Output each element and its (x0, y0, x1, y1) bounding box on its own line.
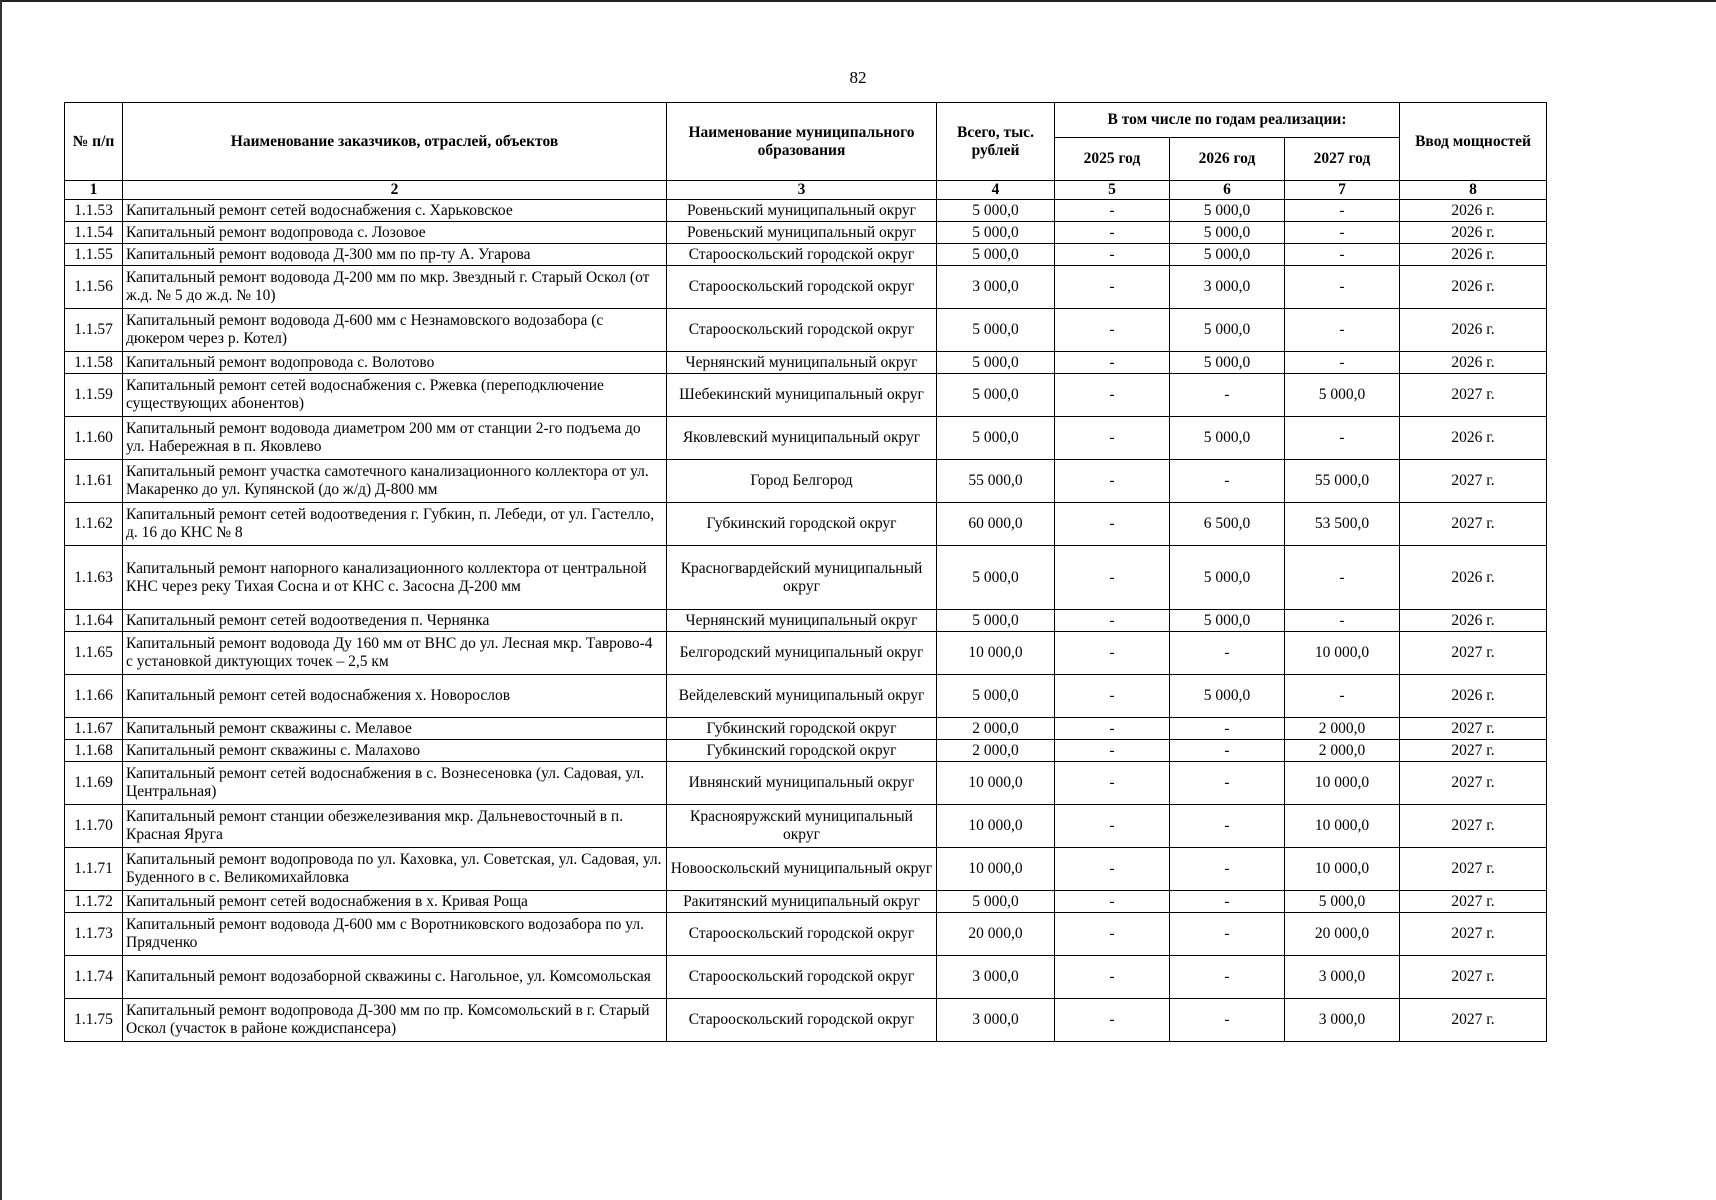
row-total: 5 000,0 (937, 546, 1055, 610)
row-total: 2 000,0 (937, 740, 1055, 762)
table-row (65, 546, 1547, 610)
row-total: 3 000,0 (937, 266, 1055, 309)
row-num: 1.1.54 (65, 222, 123, 244)
row-total: 5 000,0 (937, 352, 1055, 374)
row-num: 1.1.60 (65, 417, 123, 460)
row-total: 10 000,0 (937, 632, 1055, 675)
row-municipality: Чернянский муниципальный округ (667, 352, 937, 374)
row-num: 1.1.71 (65, 848, 123, 891)
row-2027: - (1285, 244, 1400, 266)
row-2026: - (1170, 374, 1285, 417)
row-total: 5 000,0 (937, 610, 1055, 632)
row-object-name: Капитальный ремонт водовода Д-300 мм по пр-ту А. Угарова (123, 244, 667, 266)
row-2025: - (1055, 244, 1170, 266)
column-number: 8 (1400, 181, 1547, 200)
row-2027: - (1285, 266, 1400, 309)
column-number: 3 (667, 181, 937, 200)
row-2025: - (1055, 200, 1170, 222)
row-object-name: Капитальный ремонт сетей водоснабжения х. Новорослов (123, 675, 667, 718)
row-object-name: Капитальный ремонт сетей водоснабжения в х. Кривая Роща (123, 891, 667, 913)
row-num: 1.1.62 (65, 503, 123, 546)
row-2026: - (1170, 913, 1285, 956)
row-total: 5 000,0 (937, 675, 1055, 718)
row-2026: - (1170, 848, 1285, 891)
page-left-edge (0, 0, 2, 1200)
row-2025: - (1055, 352, 1170, 374)
row-2026: 5 000,0 (1170, 309, 1285, 352)
row-2026: 5 000,0 (1170, 352, 1285, 374)
header-2025: 2025 год (1055, 138, 1170, 181)
row-total: 10 000,0 (937, 848, 1055, 891)
row-2026: - (1170, 762, 1285, 805)
row-2026: 6 500,0 (1170, 503, 1285, 546)
row-municipality: Краснояружский муниципальный округ (667, 805, 937, 848)
row-municipality: Город Белгород (667, 460, 937, 503)
row-2025: - (1055, 675, 1170, 718)
row-object-name: Капитальный ремонт сетей водоснабжения с. Харьковское (123, 200, 667, 222)
row-total: 5 000,0 (937, 200, 1055, 222)
row-capacity: 2026 г. (1400, 200, 1547, 222)
row-total: 10 000,0 (937, 762, 1055, 805)
row-2025: - (1055, 718, 1170, 740)
row-2027: - (1285, 610, 1400, 632)
row-object-name: Капитальный ремонт водовода диаметром 200 мм от станции 2-го подъема до ул. Набережная в п. Яковлево (123, 417, 667, 460)
row-object-name: Капитальный ремонт водопровода по ул. Каховка, ул. Советская, ул. Садовая, ул. Буденного в с. Великомихайловка (123, 848, 667, 891)
header-2026: 2026 год (1170, 138, 1285, 181)
row-object-name: Капитальный ремонт скважины с. Малахово (123, 740, 667, 762)
row-municipality: Яковлевский муниципальный округ (667, 417, 937, 460)
row-municipality: Красногвардейский муниципальный округ (667, 546, 937, 610)
row-num: 1.1.57 (65, 309, 123, 352)
row-total: 5 000,0 (937, 891, 1055, 913)
row-municipality: Чернянский муниципальный округ (667, 610, 937, 632)
row-2026: - (1170, 805, 1285, 848)
table-row (65, 460, 1547, 503)
row-num: 1.1.66 (65, 675, 123, 718)
row-object-name: Капитальный ремонт водовода Д-600 мм с Незнамовского водозабора (с дюкером через р. Котел) (123, 309, 667, 352)
row-2027: 2 000,0 (1285, 718, 1400, 740)
row-municipality: Губкинский городской округ (667, 740, 937, 762)
row-2026: - (1170, 740, 1285, 762)
row-capacity: 2026 г. (1400, 417, 1547, 460)
row-municipality: Ивнянский муниципальный округ (667, 762, 937, 805)
row-2025: - (1055, 762, 1170, 805)
row-2027: - (1285, 546, 1400, 610)
header-total: Всего, тыс. рублей (937, 103, 1055, 181)
row-num: 1.1.72 (65, 891, 123, 913)
row-object-name: Капитальный ремонт водовода Д-600 мм с Воротниковского водозабора по ул. Прядченко (123, 913, 667, 956)
row-object-name: Капитальный ремонт станции обезжелезивания мкр. Дальневосточный в п. Красная Яруга (123, 805, 667, 848)
page-top-edge (0, 0, 1716, 2)
row-2026: 5 000,0 (1170, 610, 1285, 632)
row-2026: 5 000,0 (1170, 244, 1285, 266)
row-num: 1.1.67 (65, 718, 123, 740)
table-row (65, 374, 1547, 417)
header-2027: 2027 год (1285, 138, 1400, 181)
table-row (65, 352, 1547, 374)
row-municipality: Старооскольский городской округ (667, 913, 937, 956)
row-object-name: Капитальный ремонт водопровода с. Лозовое (123, 222, 667, 244)
row-2027: 5 000,0 (1285, 891, 1400, 913)
row-municipality: Губкинский городской округ (667, 718, 937, 740)
row-num: 1.1.56 (65, 266, 123, 309)
row-2026: 5 000,0 (1170, 675, 1285, 718)
row-total: 3 000,0 (937, 956, 1055, 999)
row-municipality: Старооскольский городской округ (667, 309, 937, 352)
row-municipality: Вейделевский муниципальный округ (667, 675, 937, 718)
row-2025: - (1055, 848, 1170, 891)
row-num: 1.1.63 (65, 546, 123, 610)
row-num: 1.1.53 (65, 200, 123, 222)
table-row (65, 762, 1547, 805)
row-2025: - (1055, 417, 1170, 460)
row-municipality: Старооскольский городской округ (667, 999, 937, 1042)
row-2025: - (1055, 610, 1170, 632)
row-2027: 10 000,0 (1285, 805, 1400, 848)
investment-plan-table (64, 102, 1547, 1042)
row-2025: - (1055, 740, 1170, 762)
row-municipality: Шебекинский муниципальный округ (667, 374, 937, 417)
row-2025: - (1055, 309, 1170, 352)
row-2027: 55 000,0 (1285, 460, 1400, 503)
row-capacity: 2026 г. (1400, 244, 1547, 266)
row-2025: - (1055, 266, 1170, 309)
row-municipality: Ровеньский муниципальный округ (667, 222, 937, 244)
row-2025: - (1055, 999, 1170, 1042)
row-capacity: 2027 г. (1400, 503, 1547, 546)
row-municipality: Старооскольский городской округ (667, 956, 937, 999)
row-2027: - (1285, 222, 1400, 244)
row-capacity: 2027 г. (1400, 460, 1547, 503)
row-num: 1.1.65 (65, 632, 123, 675)
row-object-name: Капитальный ремонт водопровода с. Волотово (123, 352, 667, 374)
table-row (65, 891, 1547, 913)
table-row (65, 417, 1547, 460)
row-2027: - (1285, 200, 1400, 222)
row-object-name: Капитальный ремонт водопровода Д-300 мм по пр. Комсомольский в г. Старый Оскол (участок в районе кождиспансера) (123, 999, 667, 1042)
header-municipality: Наименование муниципального образования (667, 103, 937, 181)
row-object-name: Капитальный ремонт скважины с. Мелавое (123, 718, 667, 740)
row-object-name: Капитальный ремонт водовода Д-200 мм по мкр. Звездный г. Старый Оскол (от ж.д. № 5 до ж.д. № 10) (123, 266, 667, 309)
row-object-name: Капитальный ремонт сетей водоснабжения в с. Вознесеновка (ул. Садовая, ул. Центральная) (123, 762, 667, 805)
row-num: 1.1.64 (65, 610, 123, 632)
table-row (65, 266, 1547, 309)
table-row (65, 718, 1547, 740)
row-municipality: Ракитянский муниципальный округ (667, 891, 937, 913)
row-total: 20 000,0 (937, 913, 1055, 956)
row-2025: - (1055, 460, 1170, 503)
row-object-name: Капитальный ремонт водозаборной скважины с. Нагольное, ул. Комсомольская (123, 956, 667, 999)
row-2027: - (1285, 309, 1400, 352)
row-2027: - (1285, 675, 1400, 718)
table-row (65, 222, 1547, 244)
row-object-name: Капитальный ремонт напорного канализационного коллектора от центральной КНС через реку Тихая Сосна и от КНС с. Засосна Д-200 мм (123, 546, 667, 610)
row-2026: 5 000,0 (1170, 200, 1285, 222)
row-object-name: Капитальный ремонт участка самотечного канализационного коллектора от ул. Макаренко до ул. Купянской (до ж/д) Д-800 мм (123, 460, 667, 503)
row-2027: 3 000,0 (1285, 999, 1400, 1042)
table-row (65, 740, 1547, 762)
column-number: 6 (1170, 181, 1285, 200)
row-2027: 10 000,0 (1285, 762, 1400, 805)
row-total: 5 000,0 (937, 417, 1055, 460)
table-row (65, 848, 1547, 891)
table-row (65, 610, 1547, 632)
column-number: 2 (123, 181, 667, 200)
row-2027: - (1285, 417, 1400, 460)
row-capacity: 2027 г. (1400, 374, 1547, 417)
row-2027: 2 000,0 (1285, 740, 1400, 762)
column-number: 7 (1285, 181, 1400, 200)
row-2027: 5 000,0 (1285, 374, 1400, 417)
row-total: 5 000,0 (937, 309, 1055, 352)
page-number: 82 (849, 68, 867, 87)
row-num: 1.1.70 (65, 805, 123, 848)
row-capacity: 2027 г. (1400, 762, 1547, 805)
row-2026: 5 000,0 (1170, 546, 1285, 610)
row-num: 1.1.75 (65, 999, 123, 1042)
row-capacity: 2026 г. (1400, 610, 1547, 632)
table-row (65, 244, 1547, 266)
row-2026: - (1170, 632, 1285, 675)
table-row (65, 309, 1547, 352)
row-2027: 3 000,0 (1285, 956, 1400, 999)
row-2025: - (1055, 222, 1170, 244)
header-name: Наименование заказчиков, отраслей, объектов (123, 103, 667, 181)
row-capacity: 2027 г. (1400, 956, 1547, 999)
row-object-name: Капитальный ремонт сетей водоотведения г. Губкин, п. Лебеди, от ул. Гастелло, д. 16 до КНС № 8 (123, 503, 667, 546)
row-total: 2 000,0 (937, 718, 1055, 740)
row-2025: - (1055, 546, 1170, 610)
row-num: 1.1.58 (65, 352, 123, 374)
row-2026: - (1170, 891, 1285, 913)
row-2025: - (1055, 503, 1170, 546)
row-total: 55 000,0 (937, 460, 1055, 503)
table-row (65, 956, 1547, 999)
row-municipality: Белгородский муниципальный округ (667, 632, 937, 675)
row-num: 1.1.59 (65, 374, 123, 417)
table-row (65, 805, 1547, 848)
row-object-name: Капитальный ремонт водовода Ду 160 мм от ВНС до ул. Лесная мкр. Таврово-4 с установкой диктующих точек – 2,5 км (123, 632, 667, 675)
row-2027: 53 500,0 (1285, 503, 1400, 546)
row-capacity: 2027 г. (1400, 913, 1547, 956)
row-capacity: 2026 г. (1400, 546, 1547, 610)
header-capacity: Ввод мощностей (1400, 103, 1547, 181)
row-capacity: 2027 г. (1400, 848, 1547, 891)
row-capacity: 2027 г. (1400, 999, 1547, 1042)
row-2026: - (1170, 999, 1285, 1042)
row-2027: 20 000,0 (1285, 913, 1400, 956)
row-capacity: 2027 г. (1400, 805, 1547, 848)
row-num: 1.1.73 (65, 913, 123, 956)
header-by-year: В том числе по годам реализации: (1055, 103, 1400, 138)
row-2027: 10 000,0 (1285, 632, 1400, 675)
row-2025: - (1055, 891, 1170, 913)
row-num: 1.1.68 (65, 740, 123, 762)
row-capacity: 2027 г. (1400, 718, 1547, 740)
row-2025: - (1055, 374, 1170, 417)
row-2026: - (1170, 718, 1285, 740)
column-number: 1 (65, 181, 123, 200)
table-row (65, 503, 1547, 546)
row-object-name: Капитальный ремонт сетей водоснабжения с. Ржевка (переподключение существующих абонентов) (123, 374, 667, 417)
row-municipality: Губкинский городской округ (667, 503, 937, 546)
row-2026: - (1170, 460, 1285, 503)
row-total: 5 000,0 (937, 222, 1055, 244)
row-2026: 3 000,0 (1170, 266, 1285, 309)
row-2027: 10 000,0 (1285, 848, 1400, 891)
row-municipality: Старооскольский городской округ (667, 266, 937, 309)
row-num: 1.1.55 (65, 244, 123, 266)
row-num: 1.1.61 (65, 460, 123, 503)
row-2027: - (1285, 352, 1400, 374)
row-capacity: 2027 г. (1400, 632, 1547, 675)
row-2026: 5 000,0 (1170, 222, 1285, 244)
row-total: 5 000,0 (937, 374, 1055, 417)
row-2026: 5 000,0 (1170, 417, 1285, 460)
row-capacity: 2026 г. (1400, 675, 1547, 718)
table-row (65, 999, 1547, 1042)
row-object-name: Капитальный ремонт сетей водоотведения п. Чернянка (123, 610, 667, 632)
row-municipality: Ровеньский муниципальный округ (667, 200, 937, 222)
row-num: 1.1.74 (65, 956, 123, 999)
row-total: 3 000,0 (937, 999, 1055, 1042)
row-2025: - (1055, 632, 1170, 675)
row-capacity: 2026 г. (1400, 352, 1547, 374)
table-row (65, 913, 1547, 956)
row-municipality: Новооскольский муниципальный округ (667, 848, 937, 891)
row-total: 10 000,0 (937, 805, 1055, 848)
table-row (65, 632, 1547, 675)
table-row (65, 200, 1547, 222)
row-total: 60 000,0 (937, 503, 1055, 546)
column-number: 4 (937, 181, 1055, 200)
row-2025: - (1055, 913, 1170, 956)
column-number: 5 (1055, 181, 1170, 200)
row-capacity: 2027 г. (1400, 740, 1547, 762)
row-capacity: 2027 г. (1400, 891, 1547, 913)
row-municipality: Старооскольский городской округ (667, 244, 937, 266)
row-total: 5 000,0 (937, 244, 1055, 266)
row-2026: - (1170, 956, 1285, 999)
row-capacity: 2026 г. (1400, 222, 1547, 244)
row-2025: - (1055, 956, 1170, 999)
row-2025: - (1055, 805, 1170, 848)
row-capacity: 2026 г. (1400, 266, 1547, 309)
row-capacity: 2026 г. (1400, 309, 1547, 352)
header-num: № п/п (65, 103, 123, 181)
row-num: 1.1.69 (65, 762, 123, 805)
table-row (65, 675, 1547, 718)
